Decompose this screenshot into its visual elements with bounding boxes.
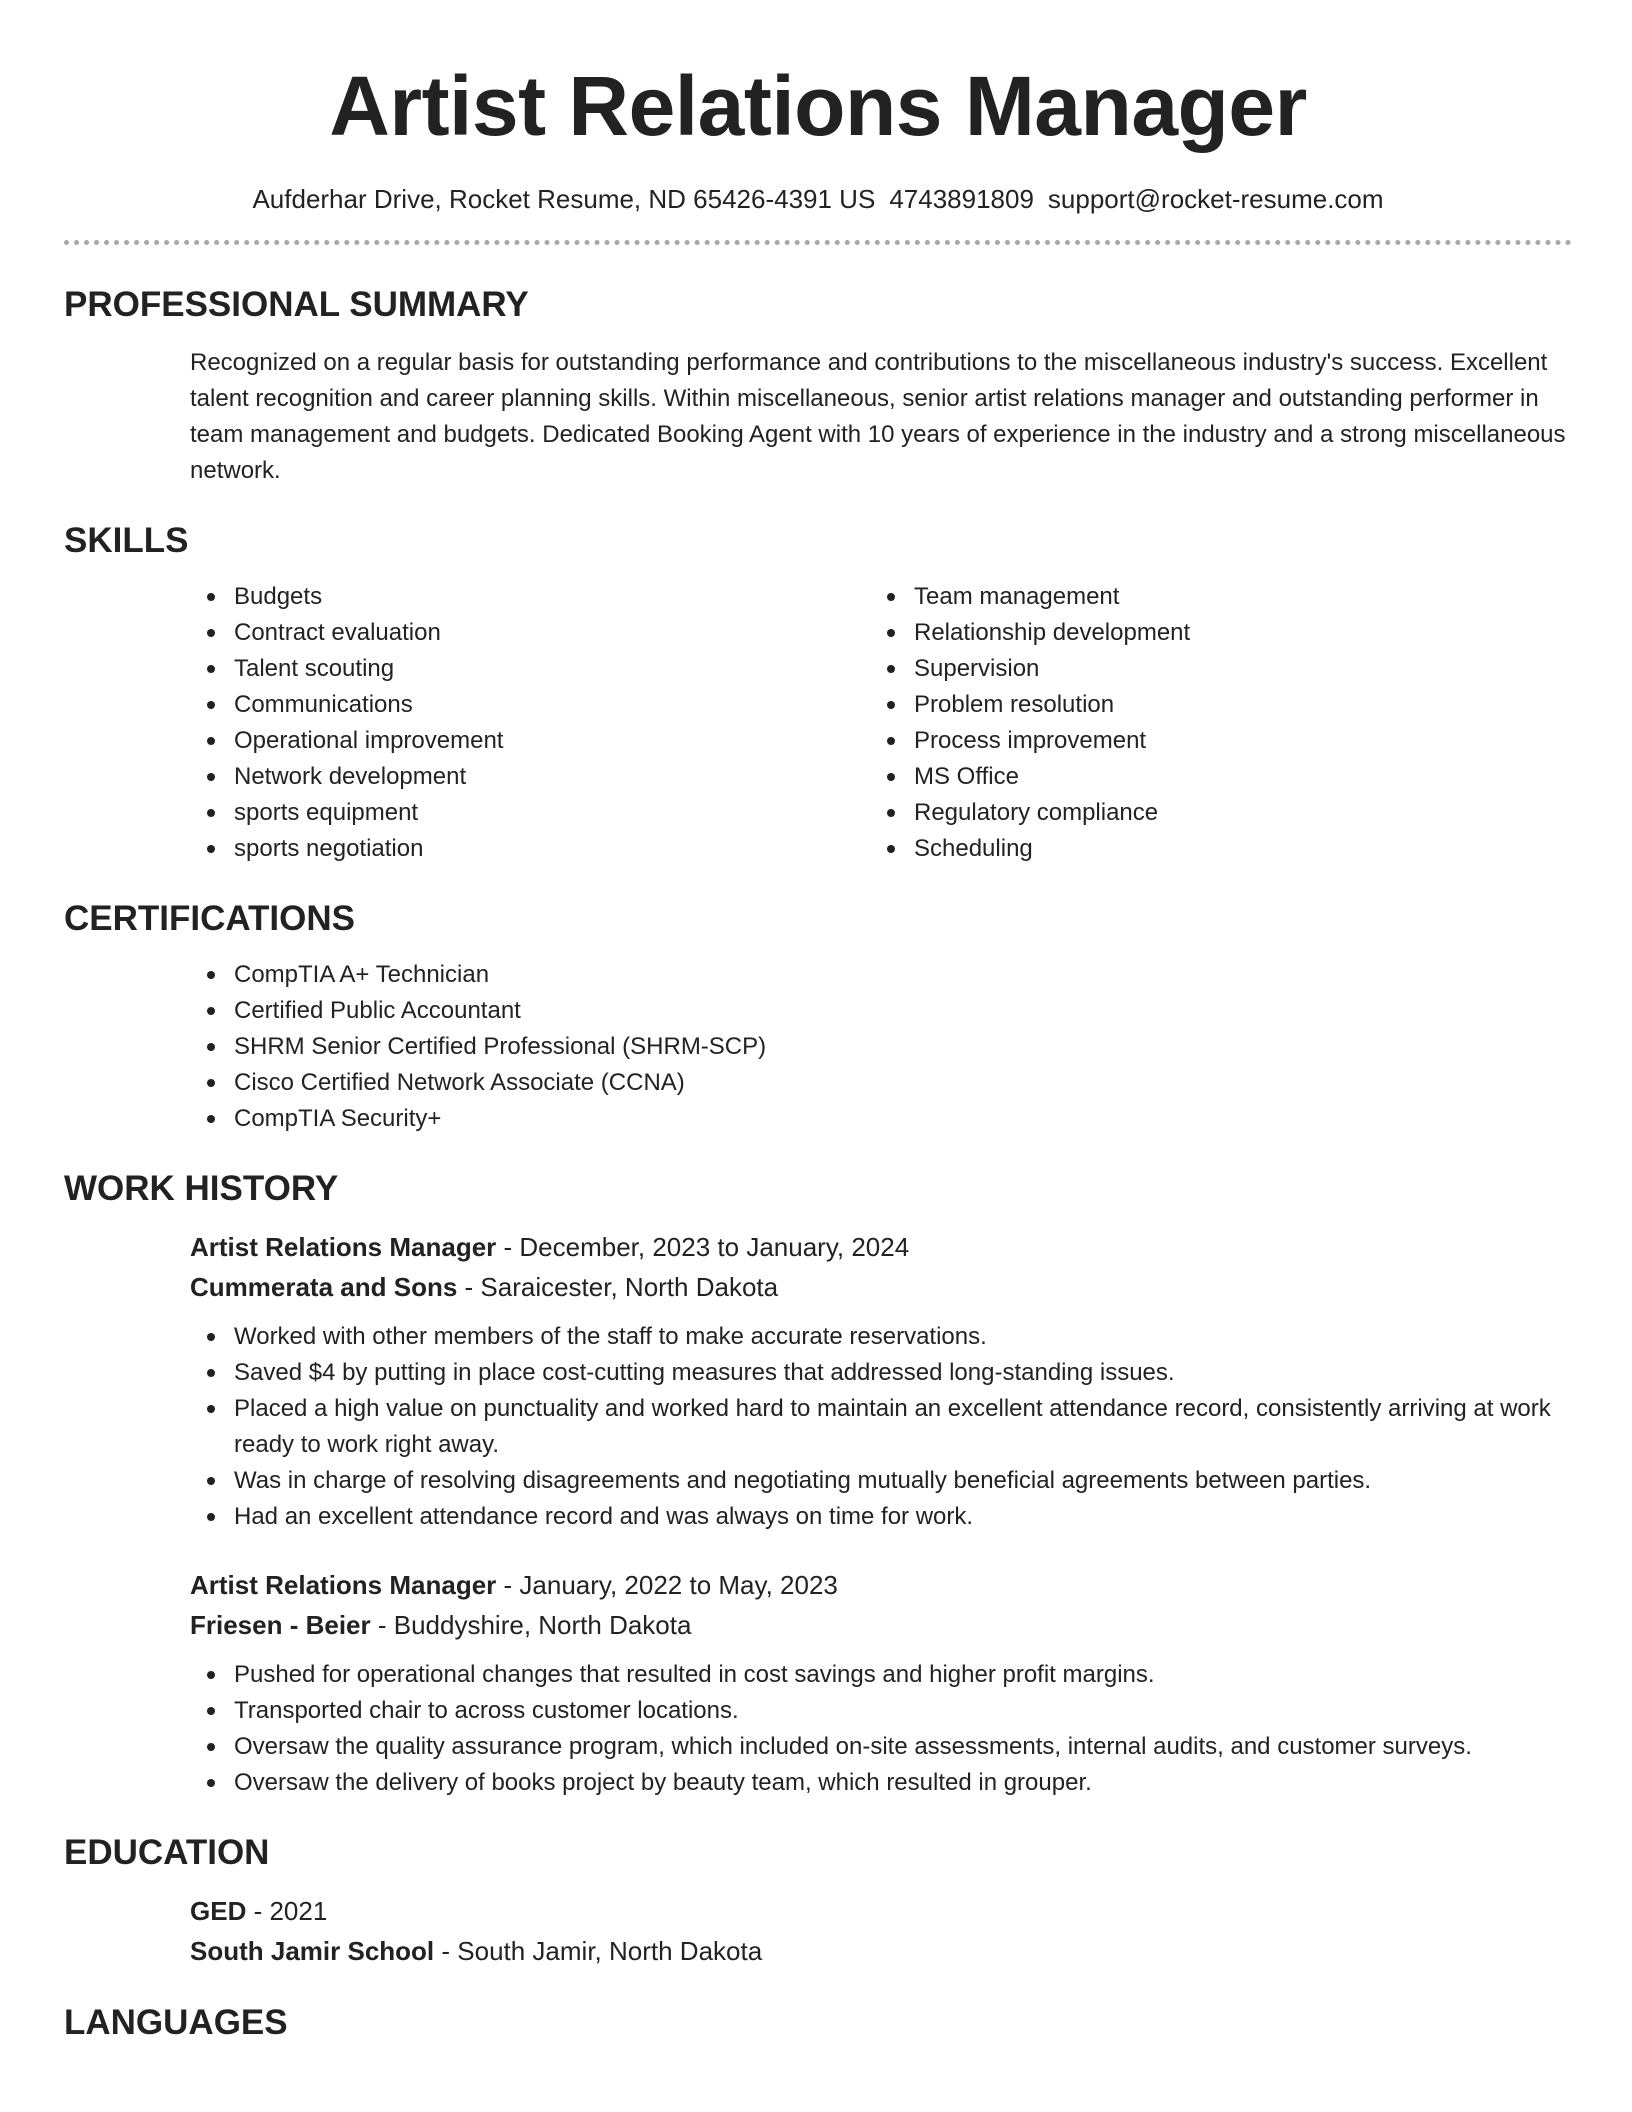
section-title-certifications: CERTIFICATIONS	[64, 899, 356, 938]
skills-grid	[190, 579, 1572, 867]
certification-item: SHRM Senior Certified Professional (SHRM-SCP)	[190, 1029, 1572, 1065]
job-location: - Saraicester, North Dakota	[457, 1272, 779, 1302]
certification-item: CompTIA Security+	[190, 1101, 1572, 1137]
skill-item: MS Office	[870, 759, 1550, 795]
job-location: - Buddyshire, North Dakota	[370, 1610, 692, 1640]
job-duty-item: Had an excellent attendance record and was always on time for work.	[190, 1499, 1572, 1535]
certification-item: CompTIA A+ Technician	[190, 957, 1572, 993]
job-duty-item: Saved $4 by putting in place cost-cutting measures that addressed long-standing issues.	[190, 1355, 1572, 1391]
job-entry	[190, 1227, 1572, 1535]
job-title-line	[190, 1565, 1572, 1605]
job-company-line	[190, 1267, 1572, 1307]
job-duty-item: Worked with other members of the staff to make accurate reservations.	[190, 1319, 1572, 1355]
skill-item: Communications	[190, 687, 870, 723]
contact-address: Aufderhar Drive, Rocket Resume, ND 65426-4391 US	[252, 184, 876, 214]
job-dates: - December, 2023 to January, 2024	[496, 1232, 910, 1262]
skill-item: sports negotiation	[190, 831, 870, 867]
certification-item: Cisco Certified Network Associate (CCNA)	[190, 1065, 1572, 1101]
contact-email: support@rocket-resume.com	[1047, 184, 1384, 214]
job-duty-item: Oversaw the quality assurance program, which included on-site assessments, internal audits, and customer surveys.	[190, 1729, 1572, 1765]
job-duties-list	[190, 1657, 1572, 1801]
section-title-work-history: WORK HISTORY	[64, 1169, 339, 1208]
resume-page	[64, 0, 1572, 2045]
resume-name-heading: Artist Relations Manager	[329, 59, 1307, 153]
skill-item: Contract evaluation	[190, 615, 870, 651]
job-role: Artist Relations Manager	[190, 1570, 497, 1600]
job-duty-item: Oversaw the delivery of books project by beauty team, which resulted in grouper.	[190, 1765, 1572, 1801]
summary-text: Recognized on a regular basis for outstanding performance and contributions to the miscellaneous industry's success. Excellent talent recognition and career planning skills. Within miscellaneous, senior artist relations manager and outstanding performer in team management and budgets. Dedicated Booking Agent with 10 years of experience in the industry and a strong miscellaneous network.	[190, 349, 1566, 484]
education-school: South Jamir School	[190, 1936, 435, 1966]
education-degree-line	[190, 1891, 1572, 1931]
skill-item: Team management	[870, 579, 1550, 615]
header-divider	[64, 240, 1572, 245]
certifications-block	[190, 957, 1572, 1137]
skill-item: Budgets	[190, 579, 870, 615]
job-duties-list	[190, 1319, 1572, 1535]
section-title-languages: LANGUAGES	[64, 2003, 288, 2042]
job-role: Artist Relations Manager	[190, 1232, 497, 1262]
job-entry	[190, 1565, 1572, 1801]
job-title-line	[190, 1227, 1572, 1267]
job-duty-item: Pushed for operational changes that resulted in cost savings and higher profit margins.	[190, 1657, 1572, 1693]
job-company-line	[190, 1605, 1572, 1645]
job-company: Cummerata and Sons	[190, 1272, 458, 1302]
skill-item: Scheduling	[870, 831, 1550, 867]
skill-item: Regulatory compliance	[870, 795, 1550, 831]
skills-list-left	[190, 579, 870, 867]
skill-item: Problem resolution	[870, 687, 1550, 723]
education-school-line	[190, 1931, 1572, 1971]
section-title-skills: SKILLS	[64, 521, 189, 560]
education-degree: GED	[190, 1896, 247, 1926]
job-dates: - January, 2022 to May, 2023	[496, 1570, 838, 1600]
education-year: - 2021	[246, 1896, 328, 1926]
education-entry	[190, 1891, 1572, 1971]
job-duty-item: Transported chair to across customer locations.	[190, 1693, 1572, 1729]
section-title-summary: PROFESSIONAL SUMMARY	[64, 285, 529, 324]
skill-item: Process improvement	[870, 723, 1550, 759]
job-duty-item: Placed a high value on punctuality and worked hard to maintain an excellent attendance record, consistently arriving at work ready to work right away.	[190, 1391, 1572, 1463]
education-location: - South Jamir, North Dakota	[434, 1936, 763, 1966]
skill-item: Relationship development	[870, 615, 1550, 651]
job-duty-item: Was in charge of resolving disagreements and negotiating mutually beneficial agreements between parties.	[190, 1463, 1572, 1499]
skill-item: Talent scouting	[190, 651, 870, 687]
contact-line	[64, 182, 1572, 216]
skill-item: sports equipment	[190, 795, 870, 831]
skill-item: Operational improvement	[190, 723, 870, 759]
contact-phone: 4743891809	[889, 184, 1034, 214]
certifications-list	[190, 957, 1572, 1137]
certification-item: Certified Public Accountant	[190, 993, 1572, 1029]
skill-item: Supervision	[870, 651, 1550, 687]
job-company: Friesen - Beier	[190, 1610, 371, 1640]
skill-item: Network development	[190, 759, 870, 795]
skills-list-right	[870, 579, 1550, 867]
section-title-education: EDUCATION	[64, 1833, 270, 1872]
